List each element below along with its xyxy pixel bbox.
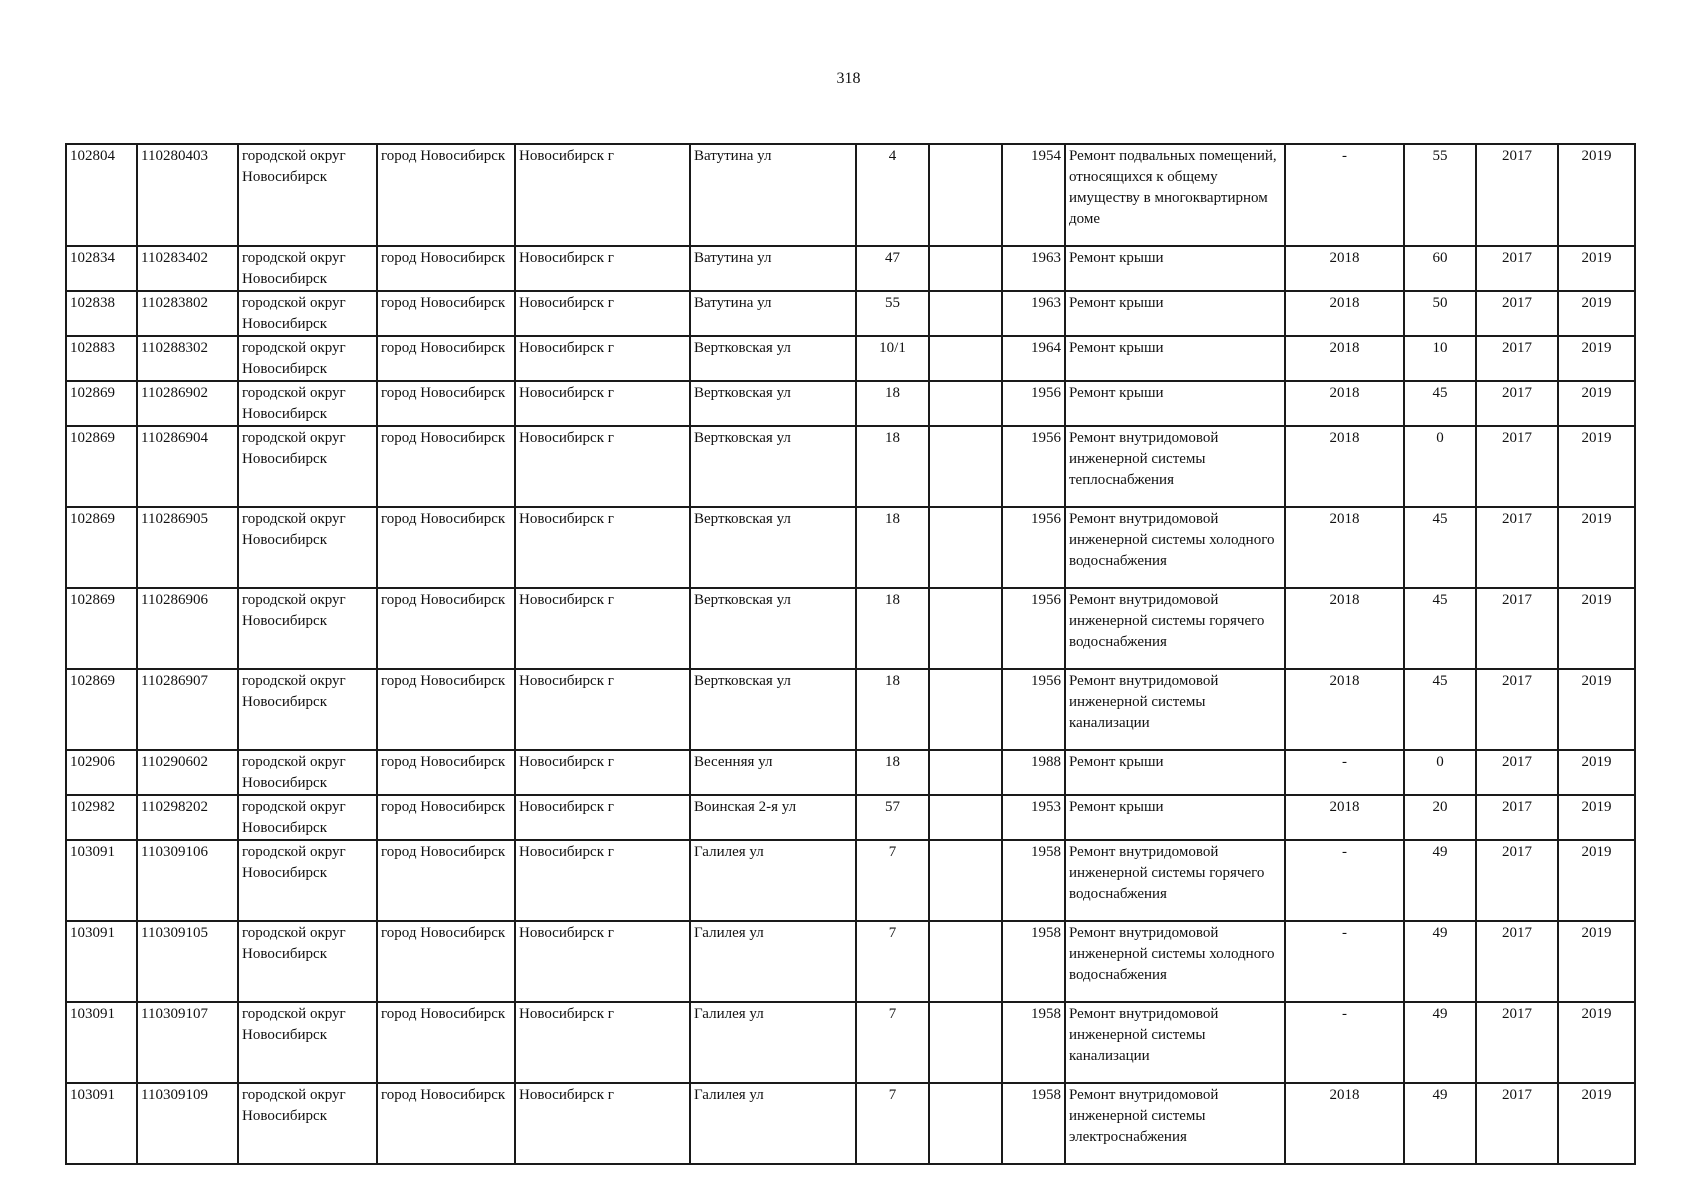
house-number-cell: 7 (856, 921, 929, 1002)
build-year-cell: 1988 (1002, 750, 1065, 795)
start-year-cell: 2017 (1476, 1002, 1558, 1083)
table-row (66, 840, 1635, 921)
end-year-cell: 2019 (1558, 144, 1635, 246)
last-repair-year-cell: - (1285, 840, 1404, 921)
item-code-cell: 110286902 (137, 381, 238, 426)
start-year-cell: 2017 (1476, 588, 1558, 669)
house-number-cell: 18 (856, 669, 929, 750)
work-type-cell: Ремонт внутридомовой инженерной системы канализации (1065, 669, 1285, 750)
table-row (66, 381, 1635, 426)
record-id-cell: 102869 (66, 507, 137, 588)
table-row (66, 507, 1635, 588)
record-id-cell: 103091 (66, 921, 137, 1002)
street-cell: Галилея ул (690, 1002, 856, 1083)
work-type-cell: Ремонт внутридомовой инженерной системы канализации (1065, 1002, 1285, 1083)
build-year-cell: 1954 (1002, 144, 1065, 246)
settlement-cell: город Новосибирск (377, 291, 515, 336)
municipal-district-cell: городской округ Новосибирск (238, 381, 377, 426)
house-number-cell: 4 (856, 144, 929, 246)
record-id-cell: 102982 (66, 795, 137, 840)
settlement-cell: город Новосибирск (377, 588, 515, 669)
start-year-cell: 2017 (1476, 750, 1558, 795)
wear-percent-cell: 10 (1404, 336, 1476, 381)
wear-percent-cell: 45 (1404, 588, 1476, 669)
item-code-cell: 110283402 (137, 246, 238, 291)
building-cell (929, 669, 1002, 750)
locality-cell: Новосибирск г (515, 795, 690, 840)
wear-percent-cell: 45 (1404, 381, 1476, 426)
wear-percent-cell: 49 (1404, 921, 1476, 1002)
work-type-cell: Ремонт крыши (1065, 381, 1285, 426)
settlement-cell: город Новосибирск (377, 795, 515, 840)
table-row (66, 1002, 1635, 1083)
record-id-cell: 103091 (66, 840, 137, 921)
end-year-cell: 2019 (1558, 381, 1635, 426)
start-year-cell: 2017 (1476, 507, 1558, 588)
municipal-district-cell: городской округ Новосибирск (238, 426, 377, 507)
last-repair-year-cell: 2018 (1285, 291, 1404, 336)
house-number-cell: 55 (856, 291, 929, 336)
municipal-district-cell: городской округ Новосибирск (238, 1083, 377, 1164)
wear-percent-cell: 0 (1404, 426, 1476, 507)
end-year-cell: 2019 (1558, 426, 1635, 507)
locality-cell: Новосибирск г (515, 507, 690, 588)
street-cell: Галилея ул (690, 921, 856, 1002)
house-number-cell: 7 (856, 1002, 929, 1083)
start-year-cell: 2017 (1476, 381, 1558, 426)
record-id-cell: 102869 (66, 669, 137, 750)
last-repair-year-cell: - (1285, 1002, 1404, 1083)
locality-cell: Новосибирск г (515, 144, 690, 246)
house-number-cell: 7 (856, 840, 929, 921)
record-id-cell: 103091 (66, 1002, 137, 1083)
work-type-cell: Ремонт внутридомовой инженерной системы электроснабжения (1065, 1083, 1285, 1164)
street-cell: Вертковская ул (690, 588, 856, 669)
last-repair-year-cell: 2018 (1285, 669, 1404, 750)
settlement-cell: город Новосибирск (377, 426, 515, 507)
item-code-cell: 110290602 (137, 750, 238, 795)
municipal-district-cell: городской округ Новосибирск (238, 246, 377, 291)
end-year-cell: 2019 (1558, 669, 1635, 750)
street-cell: Галилея ул (690, 840, 856, 921)
build-year-cell: 1956 (1002, 426, 1065, 507)
building-cell (929, 381, 1002, 426)
settlement-cell: город Новосибирск (377, 840, 515, 921)
table-row (66, 426, 1635, 507)
municipal-district-cell: городской округ Новосибирск (238, 144, 377, 246)
table-row (66, 1083, 1635, 1164)
record-id-cell: 102869 (66, 588, 137, 669)
work-type-cell: Ремонт подвальных помещений, относящихся к общему имуществу в многоквартирном доме (1065, 144, 1285, 246)
building-cell (929, 144, 1002, 246)
item-code-cell: 110288302 (137, 336, 238, 381)
locality-cell: Новосибирск г (515, 588, 690, 669)
work-type-cell: Ремонт крыши (1065, 336, 1285, 381)
build-year-cell: 1956 (1002, 588, 1065, 669)
record-id-cell: 102869 (66, 381, 137, 426)
table-row (66, 291, 1635, 336)
locality-cell: Новосибирск г (515, 669, 690, 750)
building-cell (929, 507, 1002, 588)
settlement-cell: город Новосибирск (377, 669, 515, 750)
locality-cell: Новосибирск г (515, 921, 690, 1002)
street-cell: Вертковская ул (690, 336, 856, 381)
locality-cell: Новосибирск г (515, 1083, 690, 1164)
building-cell (929, 291, 1002, 336)
settlement-cell: город Новосибирск (377, 750, 515, 795)
end-year-cell: 2019 (1558, 921, 1635, 1002)
street-cell: Весенняя ул (690, 750, 856, 795)
build-year-cell: 1958 (1002, 1002, 1065, 1083)
end-year-cell: 2019 (1558, 507, 1635, 588)
wear-percent-cell: 49 (1404, 1002, 1476, 1083)
house-number-cell: 18 (856, 507, 929, 588)
build-year-cell: 1956 (1002, 669, 1065, 750)
building-cell (929, 1002, 1002, 1083)
item-code-cell: 110286905 (137, 507, 238, 588)
municipal-district-cell: городской округ Новосибирск (238, 588, 377, 669)
wear-percent-cell: 49 (1404, 1083, 1476, 1164)
item-code-cell: 110286906 (137, 588, 238, 669)
build-year-cell: 1964 (1002, 336, 1065, 381)
building-cell (929, 921, 1002, 1002)
item-code-cell: 110283802 (137, 291, 238, 336)
build-year-cell: 1963 (1002, 291, 1065, 336)
item-code-cell: 110298202 (137, 795, 238, 840)
last-repair-year-cell: 2018 (1285, 381, 1404, 426)
record-id-cell: 102883 (66, 336, 137, 381)
table-row (66, 669, 1635, 750)
table-row (66, 795, 1635, 840)
work-type-cell: Ремонт внутридомовой инженерной системы холодного водоснабжения (1065, 507, 1285, 588)
page-number: 318 (836, 70, 861, 87)
work-type-cell: Ремонт внутридомовой инженерной системы теплоснабжения (1065, 426, 1285, 507)
locality-cell: Новосибирск г (515, 246, 690, 291)
item-code-cell: 110309109 (137, 1083, 238, 1164)
work-type-cell: Ремонт внутридомовой инженерной системы горячего водоснабжения (1065, 588, 1285, 669)
locality-cell: Новосибирск г (515, 291, 690, 336)
last-repair-year-cell: 2018 (1285, 507, 1404, 588)
work-type-cell: Ремонт внутридомовой инженерной системы холодного водоснабжения (1065, 921, 1285, 1002)
street-cell: Галилея ул (690, 1083, 856, 1164)
end-year-cell: 2019 (1558, 336, 1635, 381)
street-cell: Вертковская ул (690, 669, 856, 750)
last-repair-year-cell: 2018 (1285, 588, 1404, 669)
settlement-cell: город Новосибирск (377, 336, 515, 381)
work-type-cell: Ремонт крыши (1065, 750, 1285, 795)
house-number-cell: 47 (856, 246, 929, 291)
street-cell: Вертковская ул (690, 507, 856, 588)
building-cell (929, 750, 1002, 795)
house-number-cell: 57 (856, 795, 929, 840)
wear-percent-cell: 0 (1404, 750, 1476, 795)
house-number-cell: 18 (856, 750, 929, 795)
locality-cell: Новосибирск г (515, 426, 690, 507)
build-year-cell: 1958 (1002, 840, 1065, 921)
street-cell: Ватутина ул (690, 144, 856, 246)
municipal-district-cell: городской округ Новосибирск (238, 507, 377, 588)
item-code-cell: 110286907 (137, 669, 238, 750)
table-body (66, 144, 1635, 1164)
start-year-cell: 2017 (1476, 291, 1558, 336)
build-year-cell: 1956 (1002, 381, 1065, 426)
settlement-cell: город Новосибирск (377, 507, 515, 588)
record-id-cell: 103091 (66, 1083, 137, 1164)
settlement-cell: город Новосибирск (377, 246, 515, 291)
record-id-cell: 102804 (66, 144, 137, 246)
municipal-district-cell: городской округ Новосибирск (238, 336, 377, 381)
building-cell (929, 840, 1002, 921)
table-row (66, 246, 1635, 291)
item-code-cell: 110280403 (137, 144, 238, 246)
table-row (66, 750, 1635, 795)
record-id-cell: 102834 (66, 246, 137, 291)
settlement-cell: город Новосибирск (377, 921, 515, 1002)
last-repair-year-cell: 2018 (1285, 426, 1404, 507)
end-year-cell: 2019 (1558, 795, 1635, 840)
record-id-cell: 102906 (66, 750, 137, 795)
locality-cell: Новосибирск г (515, 1002, 690, 1083)
end-year-cell: 2019 (1558, 1083, 1635, 1164)
street-cell: Воинская 2-я ул (690, 795, 856, 840)
end-year-cell: 2019 (1558, 246, 1635, 291)
start-year-cell: 2017 (1476, 246, 1558, 291)
settlement-cell: город Новосибирск (377, 1002, 515, 1083)
municipal-district-cell: городской округ Новосибирск (238, 795, 377, 840)
end-year-cell: 2019 (1558, 588, 1635, 669)
work-type-cell: Ремонт крыши (1065, 291, 1285, 336)
street-cell: Ватутина ул (690, 291, 856, 336)
building-cell (929, 336, 1002, 381)
street-cell: Ватутина ул (690, 246, 856, 291)
end-year-cell: 2019 (1558, 291, 1635, 336)
table-row (66, 336, 1635, 381)
build-year-cell: 1958 (1002, 1083, 1065, 1164)
start-year-cell: 2017 (1476, 1083, 1558, 1164)
start-year-cell: 2017 (1476, 840, 1558, 921)
settlement-cell: город Новосибирск (377, 381, 515, 426)
last-repair-year-cell: - (1285, 921, 1404, 1002)
last-repair-year-cell: 2018 (1285, 336, 1404, 381)
start-year-cell: 2017 (1476, 921, 1558, 1002)
end-year-cell: 2019 (1558, 750, 1635, 795)
municipal-district-cell: городской округ Новосибирск (238, 750, 377, 795)
wear-percent-cell: 50 (1404, 291, 1476, 336)
repair-registry-table (65, 143, 1636, 1165)
locality-cell: Новосибирск г (515, 381, 690, 426)
house-number-cell: 18 (856, 588, 929, 669)
last-repair-year-cell: 2018 (1285, 246, 1404, 291)
house-number-cell: 10/1 (856, 336, 929, 381)
building-cell (929, 795, 1002, 840)
house-number-cell: 18 (856, 381, 929, 426)
item-code-cell: 110286904 (137, 426, 238, 507)
wear-percent-cell: 20 (1404, 795, 1476, 840)
item-code-cell: 110309105 (137, 921, 238, 1002)
item-code-cell: 110309107 (137, 1002, 238, 1083)
municipal-district-cell: городской округ Новосибирск (238, 921, 377, 1002)
wear-percent-cell: 60 (1404, 246, 1476, 291)
building-cell (929, 1083, 1002, 1164)
wear-percent-cell: 45 (1404, 507, 1476, 588)
wear-percent-cell: 55 (1404, 144, 1476, 246)
end-year-cell: 2019 (1558, 1002, 1635, 1083)
settlement-cell: город Новосибирск (377, 144, 515, 246)
table-row (66, 144, 1635, 246)
table-row (66, 588, 1635, 669)
municipal-district-cell: городской округ Новосибирск (238, 669, 377, 750)
start-year-cell: 2017 (1476, 795, 1558, 840)
last-repair-year-cell: 2018 (1285, 1083, 1404, 1164)
locality-cell: Новосибирск г (515, 840, 690, 921)
municipal-district-cell: городской округ Новосибирск (238, 291, 377, 336)
house-number-cell: 18 (856, 426, 929, 507)
locality-cell: Новосибирск г (515, 336, 690, 381)
build-year-cell: 1963 (1002, 246, 1065, 291)
start-year-cell: 2017 (1476, 669, 1558, 750)
work-type-cell: Ремонт крыши (1065, 795, 1285, 840)
municipal-district-cell: городской округ Новосибирск (238, 1002, 377, 1083)
locality-cell: Новосибирск г (515, 750, 690, 795)
building-cell (929, 246, 1002, 291)
start-year-cell: 2017 (1476, 144, 1558, 246)
street-cell: Вертковская ул (690, 381, 856, 426)
item-code-cell: 110309106 (137, 840, 238, 921)
table-row (66, 921, 1635, 1002)
building-cell (929, 426, 1002, 507)
last-repair-year-cell: - (1285, 750, 1404, 795)
end-year-cell: 2019 (1558, 840, 1635, 921)
work-type-cell: Ремонт крыши (1065, 246, 1285, 291)
build-year-cell: 1956 (1002, 507, 1065, 588)
street-cell: Вертковская ул (690, 426, 856, 507)
start-year-cell: 2017 (1476, 426, 1558, 507)
build-year-cell: 1953 (1002, 795, 1065, 840)
last-repair-year-cell: - (1285, 144, 1404, 246)
settlement-cell: город Новосибирск (377, 1083, 515, 1164)
wear-percent-cell: 49 (1404, 840, 1476, 921)
work-type-cell: Ремонт внутридомовой инженерной системы горячего водоснабжения (1065, 840, 1285, 921)
municipal-district-cell: городской округ Новосибирск (238, 840, 377, 921)
wear-percent-cell: 45 (1404, 669, 1476, 750)
record-id-cell: 102838 (66, 291, 137, 336)
start-year-cell: 2017 (1476, 336, 1558, 381)
build-year-cell: 1958 (1002, 921, 1065, 1002)
house-number-cell: 7 (856, 1083, 929, 1164)
building-cell (929, 588, 1002, 669)
last-repair-year-cell: 2018 (1285, 795, 1404, 840)
record-id-cell: 102869 (66, 426, 137, 507)
